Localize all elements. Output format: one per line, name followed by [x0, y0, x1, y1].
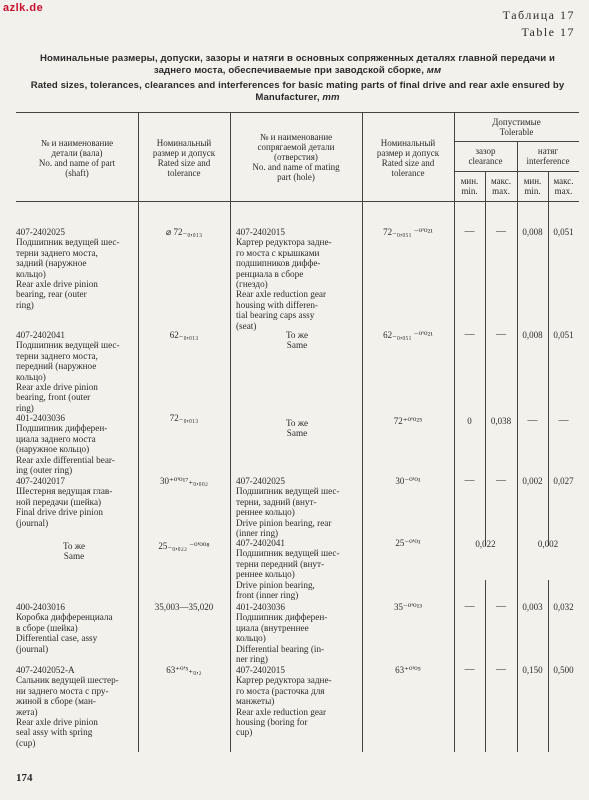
row1-hole: 407-2402015 Картер редуктора задне- го моста с крышками подшипников диффе- ренциала в сборе (гнездо) Rear axle reduction gear housing with differen- tial bearing caps assy (seat)	[236, 227, 332, 331]
row4-in-max: 0,027	[553, 476, 574, 486]
row5-hole: 407-2402041 Подшипник ведущей шес- терни передний (внут- реннее кольцо) Drive pinion bearing, front (inner ring)	[236, 538, 340, 601]
row5-size1: 25₋₀,₀₂₂ ⁻⁰'⁰⁰⁸	[158, 541, 210, 551]
row1-in-min: 0,008	[522, 227, 543, 237]
header-shaft: № и наименование детали (вала) No. and name of part (shaft)	[38, 138, 116, 178]
row6-in-max: 0,032	[553, 602, 574, 612]
row3-size2: 72⁺⁰'⁰²⁵	[393, 416, 423, 426]
row5-shaft: То же Same	[62, 541, 86, 562]
row7-in-max: 0,500	[553, 665, 574, 675]
table-top-border	[16, 112, 579, 113]
row6-size2: 35⁻⁰'⁰¹³	[394, 602, 422, 612]
row4-shaft: 407-2402017 Шестерня ведущая глав- ной передачи (шейка) Final drive drive pinion (journal)	[16, 476, 113, 528]
row2-in-min: 0,008	[522, 330, 543, 340]
row2-in-max: 0,051	[553, 330, 574, 340]
row6-in-min: 0,003	[522, 602, 543, 612]
row7-cl-min: —	[464, 664, 475, 675]
row4-in-min: 0,002	[522, 476, 543, 486]
title-english: Rated sizes, tolerances, clearances and interferences for basic mating parts of final drive and rear axle ensured by Manufacturer, mm	[30, 80, 565, 103]
header-interference-max: макс. max.	[553, 176, 574, 196]
header-interference: натяг interference	[526, 146, 570, 166]
row3-cl-min: 0	[467, 416, 472, 426]
header-size-1: Номинальный размер и допуск Rated size and tolerance	[152, 138, 216, 178]
header-clearance: зазор clearance	[468, 146, 503, 166]
row3-cl-max: 0,038	[490, 416, 512, 426]
row7-hole: 407-2402015 Картер редуктора задне- го моста (расточка для манжеты) Rear axle reduction gear housing (boring for cup)	[236, 665, 332, 738]
row7-cl-max: —	[496, 664, 506, 675]
watermark: azlk.de	[3, 2, 44, 14]
row2-size2: 62₋₀,₀₅₁ ⁻⁰'⁰²¹	[383, 330, 433, 340]
col-divider-1	[138, 112, 139, 752]
row6-shaft: 400-2403016 Коробка дифференциала в сборе (шейка) Differential case, assy (journal)	[16, 602, 113, 654]
row1-cl-max: —	[496, 226, 506, 237]
table-number-en: Table 17	[521, 25, 575, 39]
row1-cl-min: —	[464, 226, 475, 237]
col-divider-2	[230, 112, 231, 752]
row6-hole: 401-2403036 Подшипник дифферен- циала (внутреннее кольцо) Differential bearing (in- ner ring)	[236, 602, 328, 665]
row7-shaft: 407-2402052-А Сальник ведущей шестер- ни заднего моста с пру- жиной в сборе (ман- жета) Rear axle drive pinion seal assy with spring (cup)	[16, 665, 119, 748]
col-divider-4	[454, 112, 455, 752]
row4-hole: 407-2402025 Подшипник ведущей шес- терни, задний (внут- реннее кольцо) Drive pinion bearing, rear (inner ring)	[236, 476, 340, 539]
header-clearance-min: мин. min.	[460, 176, 479, 196]
header-bottom-border	[16, 201, 579, 202]
row1-size1: ⌀ 72₋₀,₀₁₃	[165, 227, 203, 237]
row6-cl-min: —	[464, 601, 475, 612]
row6-cl-max: —	[496, 601, 506, 612]
row3-in-max: —	[558, 415, 569, 426]
row5-size2: 25⁻⁰'⁰¹	[395, 538, 421, 548]
page-number: 174	[16, 772, 33, 784]
row1-shaft: 407-2402025 Подшипник ведущей шес- терни заднего моста, задний (наружное кольцо) Rear axle drive pinion bearing, rear (outer ring)	[16, 227, 120, 310]
row1-size2: 72₋₀,₀₅₁ ⁻⁰'⁰²¹	[383, 227, 433, 237]
header-tolerable: Допустимые Tolerable	[492, 117, 541, 137]
row4-size1: 30⁺⁰'⁰¹⁷₊₀,₀₀₂	[160, 476, 208, 486]
header-clearance-max: макс. max.	[490, 176, 512, 196]
row4-cl-max: —	[496, 475, 506, 486]
row6-size1: 35,003—35,020	[154, 602, 214, 612]
header-interference-min: мин. min.	[523, 176, 542, 196]
row4-size2: 30⁻⁰'⁰¹	[395, 476, 421, 486]
row2-hole: То же Same	[285, 330, 309, 351]
row3-size1: 72₋₀,₀₁₃	[169, 413, 199, 423]
row1-in-max: 0,051	[553, 227, 574, 237]
table-number-ru: Таблица 17	[502, 8, 575, 22]
header-size-2: Номинальный размер и допуск Rated size and tolerance	[376, 138, 440, 178]
row3-shaft: 401-2403036 Подшипник дифферен- циала заднего моста (наружное кольцо) Rear axle differential bear- ing (outer ring)	[16, 413, 115, 476]
row2-cl-max: —	[496, 329, 506, 340]
row4-cl-min: —	[464, 475, 475, 486]
row3-in-min: —	[527, 415, 538, 426]
row5-interference: 0,002	[537, 539, 559, 549]
row2-cl-min: —	[464, 329, 475, 340]
row3-hole: То же Same	[285, 418, 309, 439]
row7-in-min: 0,150	[522, 665, 543, 675]
row2-shaft: 407-2402041 Подшипник ведущей шес- терни заднего моста, передний (наружное кольцо) Rear axle drive pinion bearing, front (outer ring)	[16, 330, 120, 413]
row2-size1: 62₋₀,₀₁₃	[169, 330, 199, 340]
col-divider-3	[362, 112, 363, 752]
row7-size2: 63⁺⁰'⁰⁵	[395, 665, 421, 675]
header-hole: № и наименование сопрягаемой детали (отверстия) No. and name of mating part (hole)	[252, 132, 340, 182]
row7-size1: 63⁺⁰'⁵₊₀,₂	[166, 665, 202, 675]
row5-clearance: 0,022	[475, 539, 496, 549]
title-russian: Номинальные размеры, допуски, зазоры и натяги в основных сопряженных деталях главной передачи и заднего моста, обеспечиваемые при заводской сборке, мм	[39, 53, 556, 76]
